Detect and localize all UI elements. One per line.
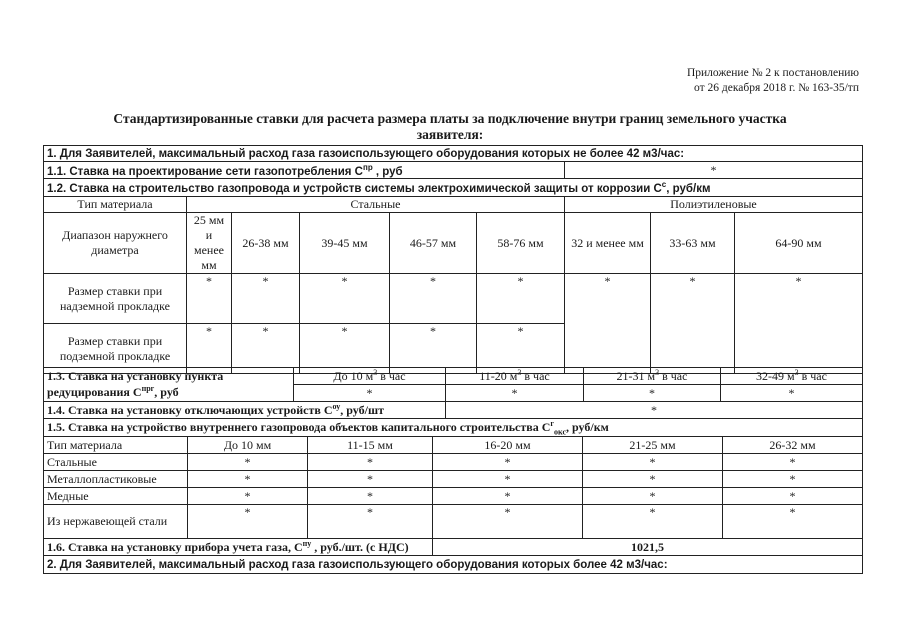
above-ground-value: * bbox=[300, 274, 390, 324]
internal-ranges-row bbox=[44, 437, 863, 454]
row-1-5 bbox=[44, 419, 863, 437]
under-ground-value: * bbox=[390, 324, 477, 374]
internal-range-5: 26-32 мм bbox=[723, 437, 863, 454]
section-1-heading: 1. Для Заявителей, максимальный расход газа газоиспользующего оборудования которых не более 42 м3/час: bbox=[44, 146, 863, 162]
reduction-value: * bbox=[446, 385, 584, 402]
material-value: * bbox=[188, 488, 308, 505]
row-1-1-value: * bbox=[565, 162, 863, 179]
internal-range-4: 21-25 мм bbox=[583, 437, 723, 454]
above-ground-value: * bbox=[565, 274, 651, 374]
reduction-range-3: 21-31 $м^3$ в час bbox=[584, 368, 721, 385]
document-title bbox=[40, 111, 860, 143]
material-value: * bbox=[188, 454, 308, 471]
material-value: * bbox=[583, 454, 723, 471]
above-ground-value: * bbox=[390, 274, 477, 324]
title-line-2: заявителя: bbox=[416, 127, 484, 142]
row-1-1 bbox=[44, 162, 863, 179]
row-1-5-label: 1.5. Ставка на устройство внутреннего газопровода объектов капитального строительства $С^г_{окс}$, руб/км bbox=[44, 419, 863, 437]
steel-range-3: 39-45 мм bbox=[300, 213, 390, 274]
material-value: * bbox=[583, 471, 723, 488]
above-ground-row bbox=[44, 274, 863, 324]
material-value: * bbox=[433, 505, 583, 539]
poly-group-label: Полиэтиленовые bbox=[565, 197, 863, 213]
above-ground-value: * bbox=[232, 274, 300, 324]
row-1-2-label: 1.2. Ставка на строительство газопровода и устройств системы электрохимической защиты от коррозии $С^с$, руб/км bbox=[44, 179, 863, 197]
diameter-label: Диапазон наружнего диаметра bbox=[44, 213, 187, 274]
row-1-6-label: 1.6. Ставка на установку прибора учета газа, $С^{пу}$ , руб./шт. (с НДС) bbox=[44, 539, 433, 556]
under-ground-value: * bbox=[300, 324, 390, 374]
material-value: * bbox=[723, 454, 863, 471]
material-name: Из нержавеющей стали bbox=[44, 505, 188, 539]
material-value: * bbox=[188, 471, 308, 488]
internal-range-3: 16-20 мм bbox=[433, 437, 583, 454]
steel-range-5: 58-76 мм bbox=[477, 213, 565, 274]
material-value: * bbox=[723, 505, 863, 539]
row-1-2 bbox=[44, 179, 863, 197]
appendix-line-2: от 26 декабря 2018 г. № 163-35/тп bbox=[694, 82, 859, 94]
under-ground-value: * bbox=[477, 324, 565, 374]
steel-range-4: 46-57 мм bbox=[390, 213, 477, 274]
material-value: * bbox=[583, 488, 723, 505]
reduction-range-2: 11-20 $м^3$ в час bbox=[446, 368, 584, 385]
above-ground-value: * bbox=[187, 274, 232, 324]
poly-range-3: 64-90 мм bbox=[735, 213, 863, 274]
material-value: * bbox=[433, 454, 583, 471]
material-value: * bbox=[308, 454, 433, 471]
under-ground-label: Размер ставки при подземной прокладке bbox=[44, 324, 187, 374]
reduction-value: * bbox=[721, 385, 863, 402]
under-ground-value: * bbox=[187, 324, 232, 374]
title-line-1: Стандартизированные ставки для расчета размера платы за подключение внутри границ земельного участка bbox=[113, 111, 787, 126]
material-value: * bbox=[723, 471, 863, 488]
row-1-1-label: 1.1. Ставка на проектирование сети газопотребления $С^{пр}$ , руб bbox=[44, 162, 565, 179]
appendix-line-1: Приложение № 2 к постановлению bbox=[686, 67, 859, 79]
material-value: * bbox=[188, 505, 308, 539]
poly-range-1: 32 и менее мм bbox=[565, 213, 651, 274]
section-2-row bbox=[44, 556, 863, 574]
material-name: Стальные bbox=[44, 454, 188, 471]
above-ground-value: * bbox=[735, 274, 863, 374]
reduction-range-4: 32-49 $м^3$ в час bbox=[721, 368, 863, 385]
row-1-4 bbox=[44, 402, 863, 419]
rates-table-internal-pipe bbox=[43, 418, 863, 574]
reduction-range-1: До 10 $м^3$ в час bbox=[294, 368, 446, 385]
row-1-4-label: 1.4. Ставка на установку отключающих устройств $С^{оу}$, руб/шт bbox=[44, 402, 446, 419]
above-ground-value: * bbox=[651, 274, 735, 374]
material-value: * bbox=[723, 488, 863, 505]
internal-material-type-label: Тип материала bbox=[44, 437, 188, 454]
material-value: * bbox=[433, 488, 583, 505]
row-1-3-label: 1.3. Ставка на установку пункта редуцирования $С^{прг}$, руб bbox=[44, 368, 294, 402]
material-row-steel bbox=[44, 454, 863, 471]
reduction-value: * bbox=[584, 385, 721, 402]
appendix-note bbox=[559, 66, 859, 96]
row-1-6 bbox=[44, 539, 863, 556]
material-row-metal-plastic bbox=[44, 471, 863, 488]
material-row-copper bbox=[44, 488, 863, 505]
internal-range-2: 11-15 мм bbox=[308, 437, 433, 454]
material-value: * bbox=[308, 471, 433, 488]
steel-range-1: 25 мм и менее мм bbox=[187, 213, 232, 274]
rates-table-reduction bbox=[43, 367, 863, 419]
row-1-6-value: 1021,5 bbox=[433, 539, 863, 556]
internal-range-1: До 10 мм bbox=[188, 437, 308, 454]
above-ground-value: * bbox=[477, 274, 565, 324]
above-ground-label: Размер ставки при надземной прокладке bbox=[44, 274, 187, 324]
material-type-label: Тип материала bbox=[44, 197, 187, 213]
row-1-3-ranges bbox=[44, 368, 863, 385]
steel-range-2: 26-38 мм bbox=[232, 213, 300, 274]
rates-table-pipeline bbox=[43, 145, 863, 374]
material-header-row bbox=[44, 197, 863, 213]
material-row-stainless bbox=[44, 505, 863, 539]
material-name: Медные bbox=[44, 488, 188, 505]
reduction-value: * bbox=[294, 385, 446, 402]
material-value: * bbox=[583, 505, 723, 539]
material-value: * bbox=[308, 488, 433, 505]
row-1-4-value: * bbox=[446, 402, 863, 419]
material-value: * bbox=[308, 505, 433, 539]
under-ground-value: * bbox=[232, 324, 300, 374]
diameter-row bbox=[44, 213, 863, 274]
steel-group-label: Стальные bbox=[187, 197, 565, 213]
section-2-heading: 2. Для Заявителей, максимальный расход газа газоиспользующего оборудования которых более 42 м3/час: bbox=[44, 556, 863, 574]
material-value: * bbox=[433, 471, 583, 488]
material-name: Металлопластиковые bbox=[44, 471, 188, 488]
poly-range-2: 33-63 мм bbox=[651, 213, 735, 274]
